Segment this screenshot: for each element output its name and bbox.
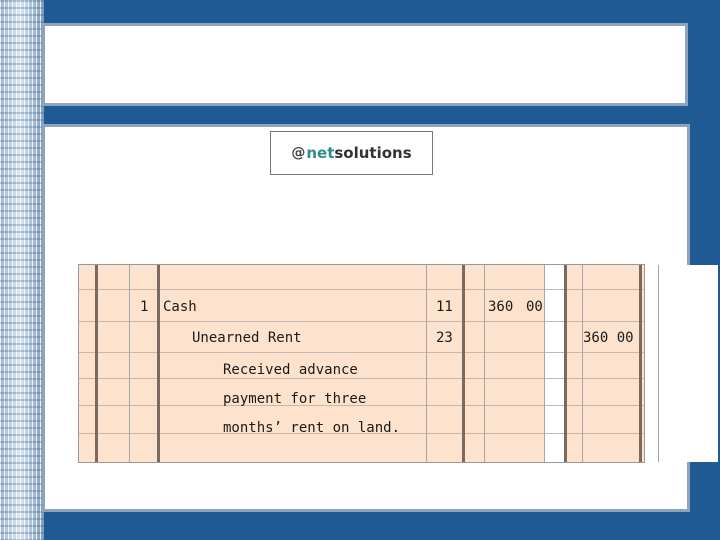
column-line (544, 265, 545, 462)
logo-at-symbol: @ (291, 145, 306, 161)
column-line (564, 265, 567, 462)
title-panel (42, 23, 688, 106)
column-line (582, 265, 583, 462)
logo-net: net (306, 144, 335, 162)
column-line (95, 265, 98, 462)
column-line (462, 265, 465, 462)
row-line (79, 378, 644, 379)
column-line (639, 265, 642, 462)
entry-post-ref: 11 (436, 299, 453, 315)
journal-table (78, 264, 645, 463)
entry-account-credit: Unearned Rent (192, 330, 302, 346)
explanation-line: months’ rent on land. (223, 420, 401, 436)
entry-date: 1 (140, 299, 149, 315)
explanation-line: Received advance (223, 362, 358, 378)
entry-debit-cents: 00 (526, 299, 543, 315)
entry-credit-amount: 360 00 (583, 330, 634, 346)
row-line (79, 321, 644, 322)
column-line (129, 265, 130, 462)
column-line (658, 265, 659, 462)
explanation-line: payment for three (223, 391, 367, 407)
row-line (79, 352, 644, 353)
row-line (79, 289, 644, 290)
credit-column-bg (658, 265, 718, 462)
logo-solutions: solutions (334, 144, 412, 162)
column-line (426, 265, 427, 462)
netsolutions-logo (270, 131, 433, 175)
entry-debit-amount: 360 (488, 299, 514, 315)
column-line (157, 265, 160, 462)
decorative-stripes (0, 0, 44, 540)
entry-account-debit: Cash (163, 299, 197, 315)
entry-post-ref: 23 (436, 330, 453, 346)
column-line (484, 265, 485, 462)
